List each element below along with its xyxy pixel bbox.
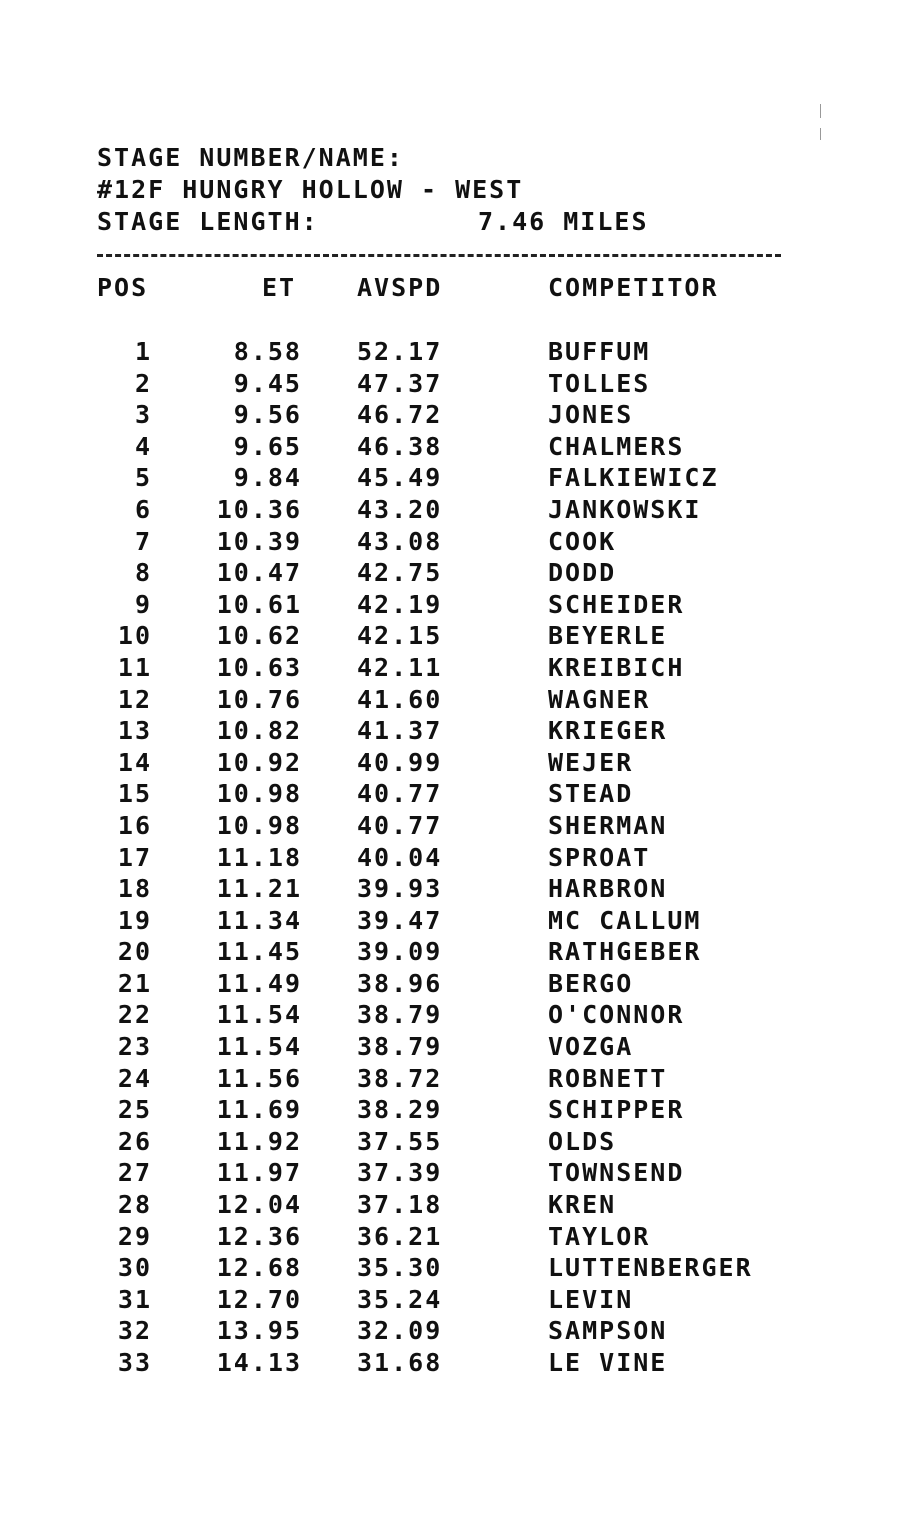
average-speed-cell: 39.93 <box>357 874 443 904</box>
position-cell: 14 <box>117 747 152 777</box>
elapsed-time-cell: 13.95 <box>216 1316 302 1346</box>
stage-length-label: STAGE LENGTH: <box>97 207 319 236</box>
average-speed-cell: 41.37 <box>357 716 443 746</box>
position-cell: 17 <box>117 842 152 872</box>
average-speed-cell: 39.09 <box>357 937 443 967</box>
elapsed-time-cell: 10.36 <box>216 494 302 524</box>
position-cell: 24 <box>117 1063 152 1093</box>
elapsed-time-cell: 11.54 <box>216 1000 302 1030</box>
competitor-cell: LE VINE <box>548 1348 668 1377</box>
competitor-cell: KREIBICH <box>548 652 685 682</box>
elapsed-time-cell: 10.47 <box>216 558 302 588</box>
average-speed-cell: 38.79 <box>357 1000 443 1030</box>
table-row <box>0 462 900 494</box>
table-row <box>0 715 900 747</box>
table-row <box>0 778 900 810</box>
position-cell: 15 <box>117 779 152 809</box>
elapsed-time-cell: 10.98 <box>216 779 302 809</box>
average-speed-cell: 40.99 <box>357 747 443 777</box>
table-row <box>0 557 900 589</box>
position-cell: 2 <box>134 368 152 398</box>
competitor-cell: SHERMAN <box>548 810 668 840</box>
table-row <box>0 1189 900 1221</box>
competitor-cell: LUTTENBERGER <box>548 1253 753 1283</box>
position-cell: 18 <box>117 874 152 904</box>
table-row <box>0 905 900 937</box>
position-cell: 10 <box>117 621 152 651</box>
competitor-cell: RATHGEBER <box>548 937 702 967</box>
stage-name: #12F HUNGRY HOLLOW - WEST <box>97 175 524 204</box>
average-speed-cell: 46.38 <box>357 431 443 461</box>
competitor-cell: BEYERLE <box>548 621 668 651</box>
column-header-competitor: COMPETITOR <box>548 273 719 302</box>
column-header-pos: POS <box>97 273 149 302</box>
table-row <box>0 873 900 905</box>
competitor-cell: BUFFUM <box>548 337 651 366</box>
elapsed-time-cell: 11.18 <box>216 842 302 872</box>
elapsed-time-cell: 9.65 <box>233 431 302 461</box>
position-cell: 27 <box>117 1158 152 1188</box>
position-cell: 29 <box>117 1221 152 1251</box>
column-header-et: ET <box>262 273 297 302</box>
table-row <box>0 684 900 716</box>
average-speed-cell: 38.79 <box>357 1032 443 1062</box>
average-speed-cell: 35.24 <box>357 1284 443 1314</box>
competitor-cell: CHALMERS <box>548 431 685 461</box>
average-speed-cell: 31.68 <box>357 1348 443 1377</box>
average-speed-cell: 46.72 <box>357 400 443 430</box>
position-cell: 33 <box>117 1348 152 1377</box>
average-speed-cell: 40.77 <box>357 779 443 809</box>
position-cell: 16 <box>117 810 152 840</box>
elapsed-time-cell: 10.39 <box>216 526 302 556</box>
elapsed-time-cell: 12.36 <box>216 1221 302 1251</box>
elapsed-time-cell: 11.56 <box>216 1063 302 1093</box>
competitor-cell: KRIEGER <box>548 716 668 746</box>
position-cell: 23 <box>117 1032 152 1062</box>
column-header-avspd: AVSPD <box>357 273 443 302</box>
elapsed-time-cell: 10.82 <box>216 716 302 746</box>
position-cell: 30 <box>117 1253 152 1283</box>
competitor-cell: KREN <box>548 1190 617 1220</box>
position-cell: 5 <box>134 463 152 493</box>
table-row <box>0 431 900 463</box>
position-cell: 31 <box>117 1284 152 1314</box>
elapsed-time-cell: 11.54 <box>216 1032 302 1062</box>
competitor-cell: DODD <box>548 558 617 588</box>
competitor-cell: SCHIPPER <box>548 1095 685 1125</box>
elapsed-time-cell: 14.13 <box>216 1348 302 1377</box>
elapsed-time-cell: 11.97 <box>216 1158 302 1188</box>
scan-mark <box>820 104 821 118</box>
table-row <box>0 399 900 431</box>
competitor-cell: OLDS <box>548 1126 617 1156</box>
scan-mark <box>820 128 821 140</box>
table-row <box>0 1063 900 1095</box>
table-row <box>0 1126 900 1158</box>
average-speed-cell: 37.39 <box>357 1158 443 1188</box>
elapsed-time-cell: 9.84 <box>233 463 302 493</box>
elapsed-time-cell: 10.76 <box>216 684 302 714</box>
position-cell: 26 <box>117 1126 152 1156</box>
competitor-cell: TOLLES <box>548 368 651 398</box>
table-row <box>0 747 900 779</box>
elapsed-time-cell: 11.21 <box>216 874 302 904</box>
table-row <box>0 652 900 684</box>
position-cell: 19 <box>117 905 152 935</box>
competitor-cell: SAMPSON <box>548 1316 668 1346</box>
average-speed-cell: 40.04 <box>357 842 443 872</box>
average-speed-cell: 43.20 <box>357 494 443 524</box>
elapsed-time-cell: 8.58 <box>233 337 302 366</box>
position-cell: 3 <box>134 400 152 430</box>
position-cell: 13 <box>117 716 152 746</box>
elapsed-time-cell: 11.45 <box>216 937 302 967</box>
average-speed-cell: 38.96 <box>357 968 443 998</box>
average-speed-cell: 45.49 <box>357 463 443 493</box>
elapsed-time-cell: 10.63 <box>216 652 302 682</box>
table-row <box>0 1031 900 1063</box>
elapsed-time-cell: 9.56 <box>233 400 302 430</box>
elapsed-time-cell: 12.68 <box>216 1253 302 1283</box>
position-cell: 22 <box>117 1000 152 1030</box>
dashed-divider <box>97 254 781 257</box>
elapsed-time-cell: 11.92 <box>216 1126 302 1156</box>
average-speed-cell: 35.30 <box>357 1253 443 1283</box>
average-speed-cell: 38.29 <box>357 1095 443 1125</box>
position-cell: 11 <box>117 652 152 682</box>
elapsed-time-cell: 10.62 <box>216 621 302 651</box>
elapsed-time-cell: 9.45 <box>233 368 302 398</box>
average-speed-cell: 32.09 <box>357 1316 443 1346</box>
elapsed-time-cell: 11.34 <box>216 905 302 935</box>
position-cell: 21 <box>117 968 152 998</box>
table-row <box>0 1347 900 1379</box>
position-cell: 8 <box>134 558 152 588</box>
table-row <box>0 999 900 1031</box>
table-row <box>0 368 900 400</box>
elapsed-time-cell: 12.04 <box>216 1190 302 1220</box>
position-cell: 6 <box>134 494 152 524</box>
position-cell: 7 <box>134 526 152 556</box>
average-speed-cell: 42.19 <box>357 589 443 619</box>
average-speed-cell: 43.08 <box>357 526 443 556</box>
position-cell: 12 <box>117 684 152 714</box>
table-row <box>0 842 900 874</box>
position-cell: 1 <box>134 337 152 366</box>
average-speed-cell: 42.15 <box>357 621 443 651</box>
average-speed-cell: 41.60 <box>357 684 443 714</box>
competitor-cell: SPROAT <box>548 842 651 872</box>
elapsed-time-cell: 11.69 <box>216 1095 302 1125</box>
average-speed-cell: 37.18 <box>357 1190 443 1220</box>
average-speed-cell: 37.55 <box>357 1126 443 1156</box>
position-cell: 9 <box>134 589 152 619</box>
competitor-cell: TAYLOR <box>548 1221 651 1251</box>
table-row <box>0 810 900 842</box>
results-table <box>0 336 900 1379</box>
elapsed-time-cell: 12.70 <box>216 1284 302 1314</box>
elapsed-time-cell: 10.98 <box>216 810 302 840</box>
competitor-cell: FALKIEWICZ <box>548 463 719 493</box>
table-row <box>0 620 900 652</box>
table-row <box>0 589 900 621</box>
average-speed-cell: 42.75 <box>357 558 443 588</box>
competitor-cell: JONES <box>548 400 634 430</box>
table-row <box>0 1221 900 1253</box>
average-speed-cell: 52.17 <box>357 337 443 366</box>
competitor-cell: LEVIN <box>548 1284 634 1314</box>
position-cell: 25 <box>117 1095 152 1125</box>
position-cell: 4 <box>134 431 152 461</box>
competitor-cell: VOZGA <box>548 1032 634 1062</box>
stage-number-label: STAGE NUMBER/NAME: <box>97 143 404 172</box>
competitor-cell: STEAD <box>548 779 634 809</box>
table-row <box>0 1284 900 1316</box>
table-row <box>0 1094 900 1126</box>
competitor-cell: BERGO <box>548 968 634 998</box>
average-speed-cell: 39.47 <box>357 905 443 935</box>
average-speed-cell: 42.11 <box>357 652 443 682</box>
competitor-cell: COOK <box>548 526 617 556</box>
table-row <box>0 936 900 968</box>
competitor-cell: WEJER <box>548 747 634 777</box>
competitor-cell: TOWNSEND <box>548 1158 685 1188</box>
competitor-cell: ROBNETT <box>548 1063 668 1093</box>
competitor-cell: HARBRON <box>548 874 668 904</box>
average-speed-cell: 36.21 <box>357 1221 443 1251</box>
average-speed-cell: 47.37 <box>357 368 443 398</box>
position-cell: 28 <box>117 1190 152 1220</box>
table-row <box>0 968 900 1000</box>
table-row <box>0 526 900 558</box>
competitor-cell: SCHEIDER <box>548 589 685 619</box>
table-row <box>0 1252 900 1284</box>
position-cell: 32 <box>117 1316 152 1346</box>
table-row <box>0 494 900 526</box>
average-speed-cell: 40.77 <box>357 810 443 840</box>
table-row <box>0 1157 900 1189</box>
competitor-cell: WAGNER <box>548 684 651 714</box>
competitor-cell: MC CALLUM <box>548 905 702 935</box>
table-row <box>0 1315 900 1347</box>
stage-length-value: 7.46 MILES <box>478 207 649 236</box>
competitor-cell: O'CONNOR <box>548 1000 685 1030</box>
table-row <box>0 336 900 368</box>
elapsed-time-cell: 10.61 <box>216 589 302 619</box>
average-speed-cell: 38.72 <box>357 1063 443 1093</box>
elapsed-time-cell: 11.49 <box>216 968 302 998</box>
position-cell: 20 <box>117 937 152 967</box>
elapsed-time-cell: 10.92 <box>216 747 302 777</box>
competitor-cell: JANKOWSKI <box>548 494 702 524</box>
